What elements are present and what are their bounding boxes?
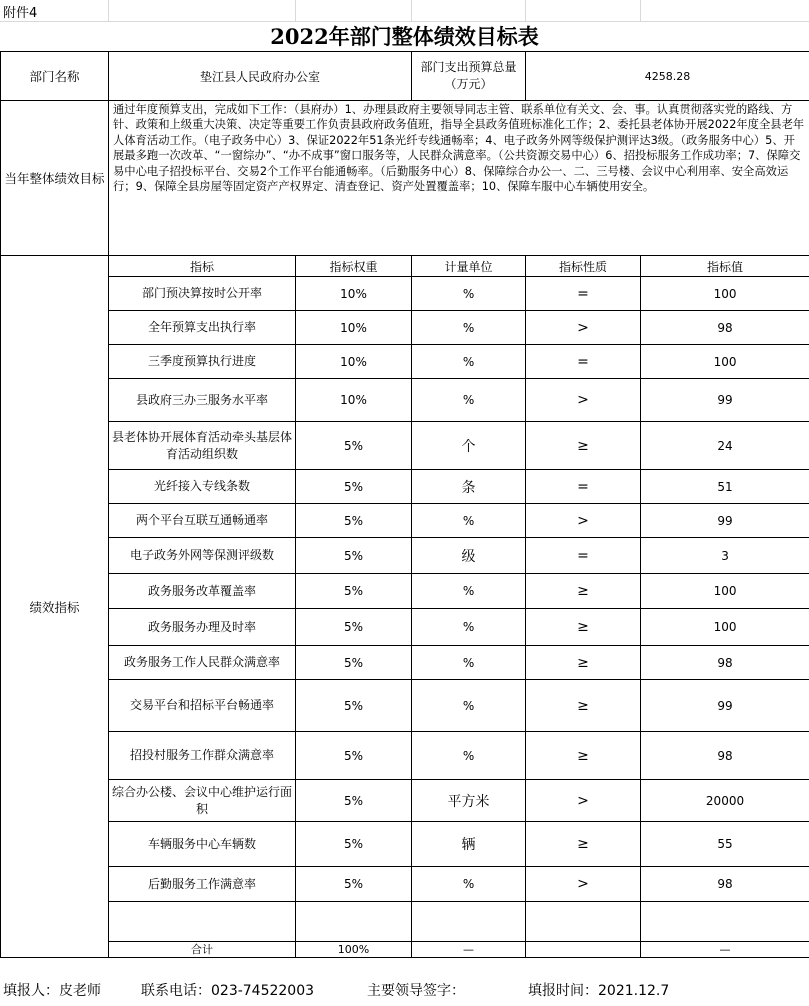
- total-label: 合计: [109, 942, 296, 958]
- indicator-nature: >: [526, 311, 641, 345]
- indicator-weight: 5%: [296, 822, 412, 867]
- indicator-weight: 5%: [296, 646, 412, 680]
- indicator-value: 98: [641, 867, 809, 902]
- indicator-weight: 5%: [296, 538, 412, 574]
- indicator-unit: %: [412, 311, 526, 345]
- table-row: [1, 822, 809, 867]
- indicator-weight: 5%: [296, 470, 412, 504]
- indicator-unit: %: [412, 345, 526, 379]
- indicator-name: 政务服务工作人民群众满意率: [109, 646, 296, 680]
- total-unit: —: [412, 942, 526, 958]
- indicator-name: 三季度预算执行进度: [109, 345, 296, 379]
- indicator-weight: 10%: [296, 277, 412, 311]
- goal-label: 当年整体绩效目标: [1, 101, 109, 256]
- indicator-nature: ≥: [526, 822, 641, 867]
- indicator-weight: 5%: [296, 574, 412, 609]
- indicator-unit: %: [412, 504, 526, 538]
- attachment-label: 附件4: [3, 6, 38, 21]
- indicator-unit: %: [412, 574, 526, 609]
- indicator-value: 100: [641, 574, 809, 609]
- indicator-value: 99: [641, 379, 809, 422]
- total-row: [1, 942, 809, 958]
- indicator-name: 部门预决算按时公开率: [109, 277, 296, 311]
- empty-cell: [526, 902, 641, 942]
- indicator-unit: %: [412, 379, 526, 422]
- table-row: [1, 609, 809, 646]
- table-row: [1, 422, 809, 470]
- indicator-value: 99: [641, 504, 809, 538]
- indicator-nature: ≥: [526, 680, 641, 732]
- empty-cell: [412, 902, 526, 942]
- indicator-nature: ≥: [526, 732, 641, 780]
- indicator-unit: 级: [412, 538, 526, 574]
- indicator-nature: >: [526, 867, 641, 902]
- indicator-unit: %: [412, 732, 526, 780]
- indicator-value: 100: [641, 609, 809, 646]
- indicator-value: 55: [641, 822, 809, 867]
- table-row: [1, 732, 809, 780]
- empty-cell: [109, 902, 296, 942]
- indicator-value: 51: [641, 470, 809, 504]
- empty-row: [1, 902, 809, 942]
- indicator-weight: 5%: [296, 867, 412, 902]
- indicator-name: 政务服务办理及时率: [109, 609, 296, 646]
- indicator-name: 后勤服务工作满意率: [109, 867, 296, 902]
- indicator-value: 98: [641, 732, 809, 780]
- indicator-nature: ≥: [526, 646, 641, 680]
- indicator-unit: %: [412, 867, 526, 902]
- total-value: —: [641, 942, 809, 958]
- indicator-name: 交易平台和招标平台畅通率: [109, 680, 296, 732]
- indicator-weight: 5%: [296, 422, 412, 470]
- indicator-name: 县老体协开展体育活动牵头基层体育活动组织数: [109, 422, 296, 470]
- indicator-nature: =: [526, 345, 641, 379]
- indicator-weight: 10%: [296, 379, 412, 422]
- indicator-label: 绩效指标: [1, 256, 109, 958]
- indicator-unit: %: [412, 277, 526, 311]
- table-row: [1, 311, 809, 345]
- empty-cell: [641, 902, 809, 942]
- page-title: 2022年部门整体绩效目标表: [270, 24, 539, 49]
- header-indicator: 指标: [109, 256, 296, 277]
- indicator-nature: =: [526, 277, 641, 311]
- indicator-name: 综合办公楼、会议中心维护运行面积: [109, 780, 296, 822]
- indicator-weight: 10%: [296, 311, 412, 345]
- indicator-weight: 5%: [296, 680, 412, 732]
- header-nature: 指标性质: [526, 256, 641, 277]
- leader-signature: 主要领导签字：: [367, 983, 465, 999]
- indicator-unit: %: [412, 680, 526, 732]
- indicator-name: 车辆服务中心车辆数: [109, 822, 296, 867]
- indicator-unit: 个: [412, 422, 526, 470]
- header-unit: 计量单位: [412, 256, 526, 277]
- indicator-name: 县政府三办三服务水平率: [109, 379, 296, 422]
- empty-cell: [296, 902, 412, 942]
- indicator-unit: 条: [412, 470, 526, 504]
- indicator-value: 100: [641, 345, 809, 379]
- indicator-unit: %: [412, 609, 526, 646]
- indicator-value: 99: [641, 680, 809, 732]
- dept-name: 垫江县人民政府办公室: [109, 52, 412, 101]
- phone: 联系电话：023-74522003: [141, 983, 315, 999]
- indicator-nature: >: [526, 780, 641, 822]
- indicator-value: 24: [641, 422, 809, 470]
- footer: [0, 977, 809, 1005]
- indicator-value: 20000: [641, 780, 809, 822]
- indicator-name: 政务服务改革覆盖率: [109, 574, 296, 609]
- total-nature: [526, 942, 641, 958]
- filler: 填报人：皮老师: [3, 983, 101, 999]
- fill-time: 填报时间：2021.12.7: [528, 983, 670, 999]
- header-weight: 指标权重: [296, 256, 412, 277]
- table-row: [1, 867, 809, 902]
- indicator-nature: ≥: [526, 609, 641, 646]
- indicator-value: 98: [641, 311, 809, 345]
- table-row: [1, 504, 809, 538]
- indicator-name: 两个平台互联互通畅通率: [109, 504, 296, 538]
- table-row: [1, 574, 809, 609]
- performance-table: [0, 51, 809, 958]
- budget-label: 部门支出预算总量（万元）: [412, 52, 526, 101]
- table-row: [1, 680, 809, 732]
- budget-value: 4258.28: [526, 52, 809, 101]
- indicator-name: 全年预算支出执行率: [109, 311, 296, 345]
- indicator-unit: 平方米: [412, 780, 526, 822]
- header-value: 指标值: [641, 256, 809, 277]
- table-row: [1, 780, 809, 822]
- indicator-nature: ≥: [526, 574, 641, 609]
- indicator-weight: 5%: [296, 504, 412, 538]
- indicator-value: 3: [641, 538, 809, 574]
- total-weight: 100%: [296, 942, 412, 958]
- indicator-nature: =: [526, 538, 641, 574]
- indicator-name: 电子政务外网等保测评级数: [109, 538, 296, 574]
- indicator-nature: ≥: [526, 422, 641, 470]
- indicator-unit: 辆: [412, 822, 526, 867]
- indicator-weight: 5%: [296, 609, 412, 646]
- indicator-nature: >: [526, 379, 641, 422]
- indicator-nature: =: [526, 470, 641, 504]
- goal-text: 通过年度预算支出，完成如下工作：（县府办）1、办理县政府主要领导同志主管、联系单位有关文、会、事。认真贯彻落实党的路线、方针、政策和上级重大决策、决定等重要工作负责县政府政务值班，指导全县政务值班标准化工作；2、委托县老体协开展2022年度全县老年人体育活动工作。（电子政务中心）3、保证2022年51条光纤专线通畅率；4、电子政务外网等级保护测评达3级。（政务服务中心）5、开展最多跑一次改革、“一窗综办”、“办不成事”窗口服务等，人民群众满意率。（公共资源交易中心）6、招投标服务工作成功率；7、保障交易中心电子招投标平台、交易2个工作平台能通畅率。（后勤服务中心）8、保障综合办公一、二、三号楼、会议中心利用率、安全高效运行；9、保障全县房屋等固定资产产权界定、清查登记、资产处置覆盖率；10、保障车服中心车辆使用安全。: [109, 101, 809, 256]
- indicator-name: 光纤接入专线条数: [109, 470, 296, 504]
- table-row: [1, 379, 809, 422]
- indicator-name: 招投村服务工作群众满意率: [109, 732, 296, 780]
- indicator-nature: >: [526, 504, 641, 538]
- table-row: [1, 538, 809, 574]
- table-row: [1, 646, 809, 680]
- indicator-value: 98: [641, 646, 809, 680]
- indicator-unit: %: [412, 646, 526, 680]
- table-row: [1, 345, 809, 379]
- indicator-weight: 5%: [296, 732, 412, 780]
- table-row: [1, 470, 809, 504]
- indicator-weight: 10%: [296, 345, 412, 379]
- table-row: [1, 277, 809, 311]
- indicator-value: 100: [641, 277, 809, 311]
- indicator-weight: 5%: [296, 780, 412, 822]
- dept-label: 部门名称: [1, 52, 109, 101]
